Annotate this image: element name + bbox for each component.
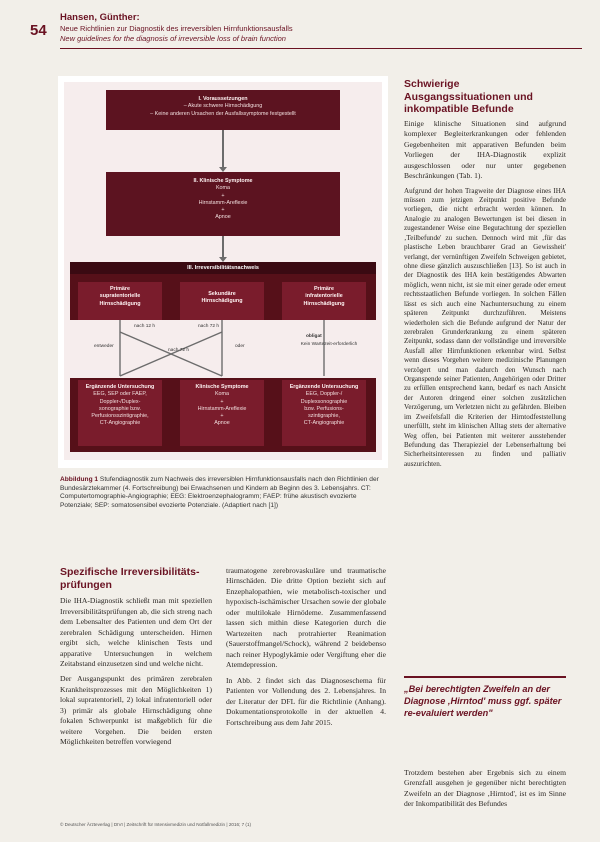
label-oder: oder [235,344,245,349]
result-mid-line: + [220,413,224,420]
arrow-down [222,130,224,168]
step-irreversibility-title: III. Irreversibilitätsnachweis [70,262,376,274]
pull-quote: „Bei berechtigten Zweifeln an der Diagnose ‚Hirntod' muss ggf. später re-evaluiert werden" [404,684,562,718]
step-clinical-line: Koma [215,185,231,192]
result-mid-line: Hirnstamm-Areflexie [197,405,247,412]
result-right-box [282,380,366,446]
figure-caption-text: Stufendiagnostik zum Nachweis des irreversiblen Hirnfunktionsausfalls nach den Richtlinien der Bundesärztekammer (4. Fortschreibung) bei Erwachsenen und Kindern ab Beginn des 3. Lebensjahrs. CT: Computertomographie-Angiographie; EEG: Elektroenzephalogramm; FAEP: frühe akustisch evozierte Potenziale; SEP: somatosensibel evozierte Potenziale. (Adaptiert nach [1]) [60,476,379,510]
step-clinical-line: Apnoe [215,214,231,221]
result-left-box [78,380,162,446]
result-mid-box [180,380,264,446]
label-obligat-sub: Kein Wartezeit-erforderlich [300,342,358,347]
body-paragraph: traumatogene zerebrovaskuläre und traumatische Hirnschäden. Die dritte Option bezieht sich auf Enzephalopathien, wie metabolisch-toxischer und hypoxisch-ischämischer Ursachen sowie der globale oder multilokale Hirnödeme. Zusammenfassend lassen sich mithin diese Kategorien durch die Wartezeiten nach protrahierter Reanimation (Sauerstoffmangel/Schock), während 2 beidebenso nach reiner Hypoglykämie oder Vergiftung eher die Atemdepression. [226,566,386,670]
result-right-line: EEG, Doppler-/ [305,391,343,398]
secondary-damage-line: Sekundäre [208,291,236,297]
figure-caption [60,476,390,511]
result-right-line: bzw. Perfusions- [304,405,344,412]
primary-supratentorial-box [78,282,162,320]
header-rule [60,48,582,49]
middle-column [226,566,386,733]
label-after-72h-bottom: nach 72 h [168,348,190,353]
secondary-damage-box [180,282,264,320]
body-paragraph: Der Ausgangspunkt des primären zerebralen Krankheitsprozesses mit den Möglichkeiten 1) lokal supratentoriell, 2) lokal infratentoriell oder 3) primär als globale Hirnschädigung ohne fokalen Schwerpunkt ist maßgeblich für die weitere Vorgehen. Die beiden ersten Möglichkeiten betreffen vorwiegend [60,674,212,747]
right-column-continued [404,768,566,815]
right-column [404,78,566,474]
flowchart-figure [58,76,388,468]
step-clinical-line: Hirnstamm-Areflexie [198,199,248,206]
page-number: 54 [30,22,47,39]
step-prerequisites-title: I. Voraussetzungen [198,96,248,102]
result-left-line: EEG, SEP oder FAEP, [93,391,147,398]
secondary-damage-line: Hirnschädigung [201,298,243,305]
step-prerequisites-line: – Akute schwere Hirnschädigung [183,103,263,110]
step-prerequisites-line: – Keine anderen Ursachen der Ausfallssymptome festgestellt [150,110,296,117]
branch-area [70,320,376,378]
body-paragraph: Einige klinische Situationen sind aufgrund komplexer Begleiterkrankungen oder fehlenden Gegebenheiten mit apparativen Befunden beim Vorliegen der IHA-Diagnostik explizit ausgeschlossen oder nur unter gegebenen Beschränkungen (Tab. 1). [404,118,566,181]
body-paragraph: Trotzdem bestehen aber Ergebnis sich zu einem Grenzfall ausgehen je gegenüber nicht berechtigten Zweifeln an der Diagnose ‚Hirntod', ist es im Sinne der Inkompatibilität des Befundes [404,768,566,809]
article-title-en: New guidelines for the diagnosis of irreversible loss of brain function [60,34,286,43]
result-right-title: Ergänzende Untersuchung [289,384,359,390]
step-clinical-title: II. Klinische Symptome [193,178,253,184]
figure-caption-label: Abbildung 1 [60,476,99,483]
step-clinical-line: + [221,192,225,199]
body-paragraph: Aufgrund der hohen Tragweite der Diagnose eines IHA müssen zum jetzigen Zeitpunkt positive Befunde vorliegen, die nicht erbracht werden können. In Analogie zu analogen Bewertungen ist bei diesen in zugestandener Weise eine Begutachtung der speziellen ‚Teilbefunde' zu suchen. Dennoch wird mit ‚für das plastische Leben brauchbarer Grad an Gewissheit' verlangt, der vernünftigen Zweifeln Schweigen gebietet, ohne diese gänzlich auszuschließen [13]. So ist auch in der Diagnostik des IHA kein bestätigendes Abwarten möglich, wenn nicht, ist sie mit einer gerade oder erneut rechtsstaatlichen Befunde vorliegen. In solchen Fällen lässt es sich auch eine Nachuntersuchung zu einem späteren Zeitpunkt durchzuführen. Meistens wiederholen sich die Befunde aufgrund der Natur der zerebralen Grunderkrankung zu einem späteren Zeitpunkt, sodass dann der vollständige und irreversible Ausfall aller Hirnfunktionen erkennbar wird. Selbst wenn dieses Vorgehen weitere medizinische Planungen verzögert und man dadurch den Wunsch nach Organspende seiner Patienten, Angehörigen oder Dritter zu erfüllen entsprechend kann, bedarf es nach Ansicht der Autoren dringend einer solchen zusätzlichen Verzögerung, um Verletzten nicht zu gefährden. Bleiben im Zweifelsfall die Kriterien der Hirntodfeststellung unerfüllt, steht im klinischen Alltag stets der alternative Weg offen, bei Patienten mit weiterer ausstehender Befundung das Therapieziel der Lebenserhaltung bei Sicherheitsinteressen zu finden und palliativ auszurichten. [404,186,566,468]
step-clinical-box [106,172,340,236]
body-paragraph: Die IHA-Diagnostik schließt man mit speziellen Irreversibilitätsprüfungen ab, die sich streng nach dem Lebensalter des Patienten und dem Ort der zerebralen Schädigung unterscheiden. Hirnen ergibt sich, welche klinischen Tests und apparative Untersuchungen in welchem Zeitabstand einzusetzen sind und welche nicht. [60,596,212,668]
label-obligat: obligat [306,334,322,339]
result-left-line: Doppler-/Duplex- [99,398,141,405]
primary-supratentorial-line: Hirnschädigung [99,300,141,307]
article-author: Hansen, Günther: [60,12,140,23]
step-irreversibility-panel [70,262,376,452]
branch-arrows [70,320,376,378]
result-mid-line: Apnoe [214,420,230,427]
primary-infratentorial-box [282,282,366,320]
label-after-12h: nach 12 h [134,324,156,329]
left-column [60,566,212,753]
step-clinical-line: + [221,207,225,214]
primary-infratentorial-line: Primäre [313,286,335,292]
section-heading-irreversibility: Spezifische Irreversibilitäts-prüfungen [60,566,200,591]
pull-quote-rule [404,676,566,678]
flowchart-canvas [64,82,382,460]
result-left-line: Perfusionsszintigraphie, [91,413,149,420]
result-left-title: Ergänzende Untersuchung [85,384,155,390]
result-left-line: CT-Angiographie [99,420,141,427]
result-mid-line: + [220,398,224,405]
primary-supratentorial-line: supratentorielle [99,293,141,300]
label-entweder: entweder [94,344,114,349]
result-mid-title: Klinische Symptome [195,384,249,390]
page-footer: © Deutscher Ärzteverlag | DIVI | Zeitschrift für Intensivmedizin und Notfallmedizin | 2016; 7 (1) [60,822,252,827]
result-right-line: CT-Angiographie [303,420,345,427]
label-after-72h-top: nach 72 h [198,324,220,329]
step-prerequisites-box [106,90,340,130]
primary-infratentorial-line: infratentorielle [305,293,343,300]
body-paragraph: In Abb. 2 findet sich das Diagnoseschema für Patienten vor Vollendung des 2. Lebensjahres. In der Literatur der DFL für die Richtlinie (Anhang). Dokumentationsprotokolle in der aktuellen 4. Fortschreibung aus dem Jahr 2015. [226,675,386,727]
article-title-de: Neue Richtlinien zur Diagnostik des irreversiblen Hirnfunktionsausfalls [60,24,293,33]
result-right-line: Duplexsonographie [300,398,348,405]
primary-supratentorial-line: Primäre [109,286,131,292]
arrow-down [222,236,224,258]
primary-infratentorial-line: Hirnschädigung [303,300,345,307]
result-left-line: sonographie bzw. [99,405,141,412]
result-right-line: szintigraphie, [308,413,340,420]
section-heading-difficult-situations: Schwierige Ausgangssituationen und inkompatible Befunde [404,78,533,116]
result-mid-line: Koma [214,391,230,398]
